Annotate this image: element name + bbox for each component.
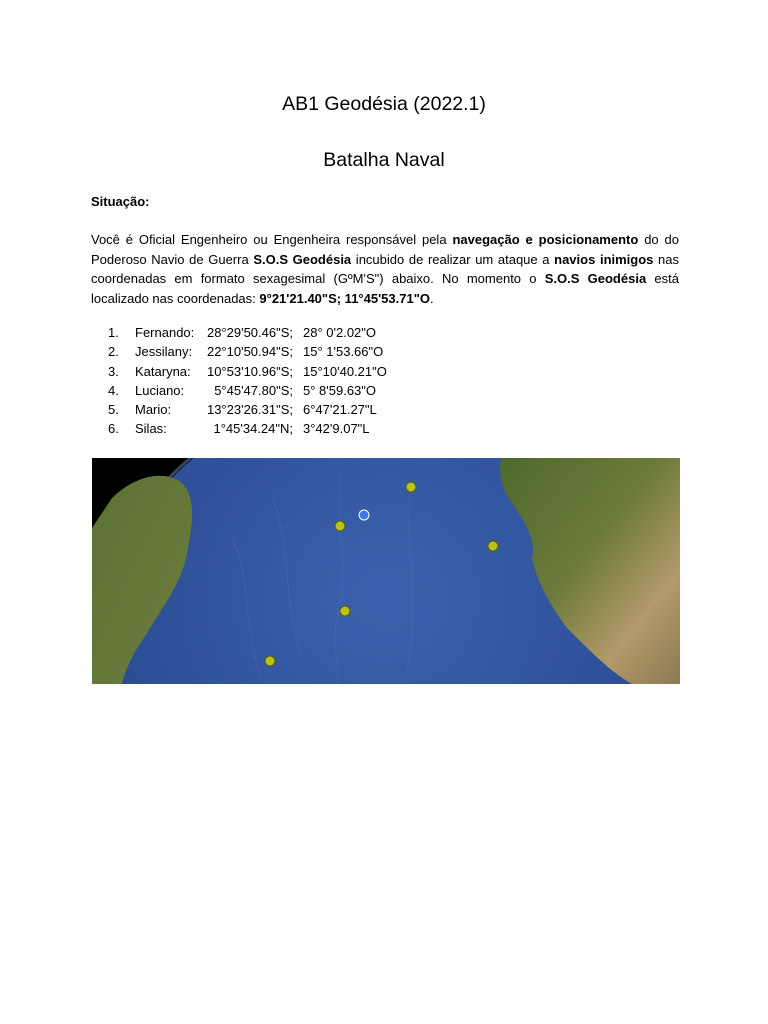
- para-bold: 9°21'21.40"S; 11°45'53.71"O: [259, 290, 430, 306]
- para-bold: navegação e posicionamento: [452, 232, 639, 247]
- ship-longitude: 5° 8'59.63"O: [303, 382, 377, 398]
- list-item: [108, 323, 387, 342]
- ship-latitude: 10°53'10.96"S;: [206, 363, 293, 379]
- enemy-ship-marker: [488, 541, 498, 551]
- list-item: [108, 381, 387, 400]
- ship-name: Jessilany:: [135, 344, 193, 360]
- list-number: 4.: [108, 382, 119, 398]
- list-number: 2.: [108, 344, 119, 360]
- enemy-ship-marker: [406, 482, 416, 492]
- own-ship-marker: [359, 510, 369, 520]
- document-title: AB1 Geodésia (2022.1): [282, 93, 486, 115]
- separator: [293, 342, 303, 361]
- para-text: nas coordenadas em formato sexagesimal (GºM'S") abaixo. No momento o: [91, 251, 679, 286]
- globe-svg: [92, 458, 680, 684]
- ship-longitude: 28° 0'2.02"O: [303, 325, 377, 340]
- section-label: Situação:: [91, 194, 150, 209]
- ship-latitude: 5°45'47.80"S;: [214, 382, 293, 398]
- document-subtitle: Batalha Naval: [323, 149, 445, 171]
- ship-longitude: 3°42'9.07"L: [303, 421, 370, 437]
- ship-list: [108, 323, 387, 439]
- para-text: está localizado nas coordenadas:: [91, 271, 679, 306]
- ship-name: Luciano:: [135, 382, 185, 398]
- para-text: .: [429, 290, 434, 306]
- ship-name: Kataryna:: [135, 363, 191, 379]
- list-number: 1.: [108, 325, 119, 340]
- list-number: 3.: [108, 363, 119, 379]
- list-item: [108, 419, 387, 438]
- situation-paragraph: [91, 230, 679, 308]
- ship-name: Mario:: [135, 402, 172, 418]
- para-text: do do Poderoso Navio de Guerra: [91, 232, 679, 267]
- ship-latitude: 1°45'34.24"N;: [213, 421, 293, 437]
- para-bold: S.O.S Geodésia: [253, 251, 352, 267]
- ship-latitude: 28°29'50.46"S;: [206, 325, 293, 340]
- list-number: 5.: [108, 402, 119, 418]
- para-bold: navios inimigos: [554, 251, 654, 267]
- separator: [293, 400, 303, 419]
- enemy-ship-marker: [340, 606, 350, 616]
- enemy-ship-marker: [335, 521, 345, 531]
- list-item: [108, 400, 387, 419]
- separator: [293, 362, 303, 381]
- ship-longitude: 6°47'21.27"L: [303, 402, 377, 418]
- separator: [293, 419, 303, 438]
- ship-longitude: 15° 1'53.66"O: [303, 344, 384, 360]
- separator: [293, 381, 303, 400]
- ship-longitude: 15°10'40.21"O: [303, 363, 387, 379]
- enemy-ship-marker: [265, 656, 275, 666]
- separator: [293, 323, 303, 342]
- list-item: [108, 342, 387, 361]
- ship-name: Silas:: [135, 421, 167, 437]
- ship-latitude: 22°10'50.94"S;: [206, 344, 293, 360]
- ship-latitude: 13°23'26.31"S;: [206, 402, 293, 418]
- list-number: 6.: [108, 421, 119, 437]
- para-text: incubido de realizar um ataque a: [351, 251, 555, 267]
- para-text: Você é Oficial Engenheiro ou Engenheira responsável pela: [91, 232, 453, 247]
- para-bold: S.O.S Geodésia: [544, 271, 647, 286]
- ship-name: Fernando:: [135, 325, 195, 340]
- list-item: [108, 362, 387, 381]
- globe-map-image: [92, 458, 680, 684]
